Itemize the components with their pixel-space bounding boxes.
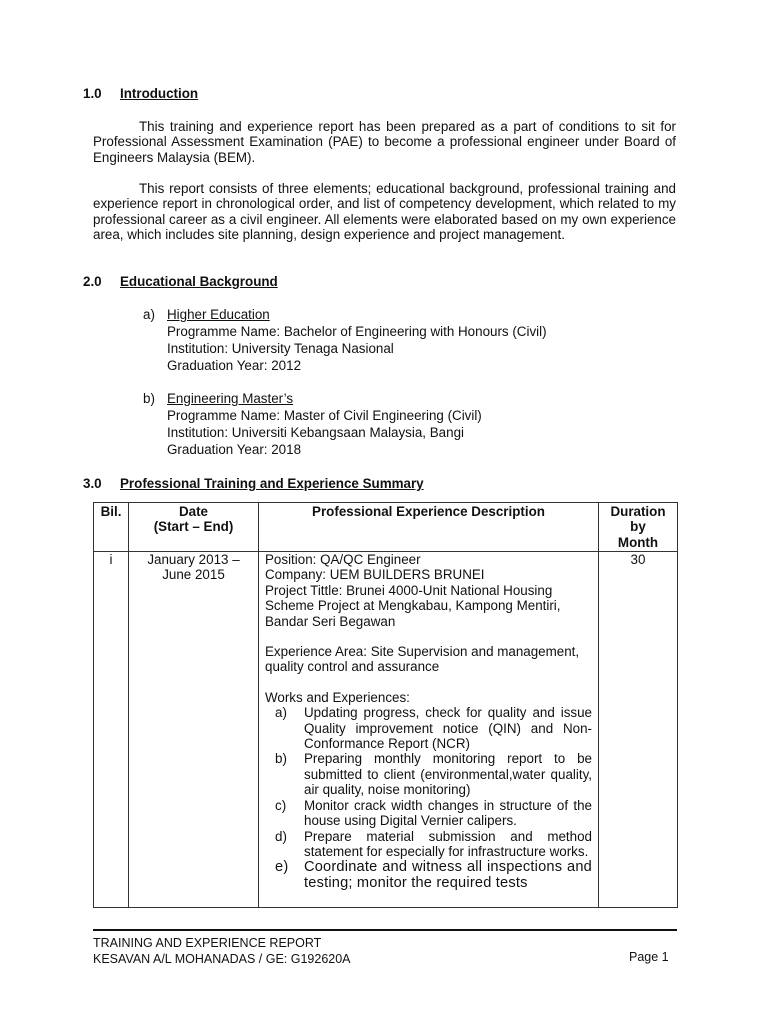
section-3-heading [83,476,503,493]
list-item: a) Updating progress, check for quality and issue Quality improvement notice (QIN) and Non-Conformance Report (NCR) [275,705,592,752]
cell-description [259,552,599,908]
footer [93,935,351,967]
experience-table [93,502,678,908]
header-bil: Bil. [94,503,129,552]
education-item-label: a) [143,307,155,322]
education-year: Graduation Year: 2018 [167,442,302,457]
footer-report-title: TRAINING AND EXPERIENCE REPORT [93,936,322,950]
intro-paragraph-1: This training and experience report has been prepared as a part of conditions to sit for Professional Assessment Examination (PAE) to become a professional engineer under Board of Engineers Malaysia (BEM). [93,119,676,165]
section-1-number: 1.0 [83,86,102,101]
education-item-heading: Higher Education [167,307,270,322]
experience-company: Company: UEM BUILDERS BRUNEI [265,567,485,583]
experience-area: Experience Area: Site Supervision and management, quality control and assurance [265,644,580,675]
section-2-heading [83,274,383,291]
experience-project: Project Tittle: Brunei 4000-Unit National Housing Scheme Project at Mengkabau, Kampong Mentiri, Bandar Seri Begawan [265,582,561,629]
intro-paragraph-2: This report consists of three elements; educational background, professional training and experience report in chronological order, and list of competency development, which related to my professional career as a civil engineer. All elements were elaborated based on my own experience area, which includes site planning, design experience and project management. [93,181,676,243]
footer-author: KESAVAN A/L MOHANADAS / GE: G192620A [93,952,351,966]
education-programme: Programme Name: Bachelor of Engineering with Honours (Civil) [167,324,547,339]
table-row [94,552,678,908]
education-institution: Institution: Universiti Kebangsaan Malaysia, Bangi [167,425,464,440]
cell-date: January 2013 – June 2015 [129,552,259,908]
cell-bil: i [94,552,129,908]
education-item-heading: Engineering Master’s [167,391,294,406]
education-institution: Institution: University Tenaga Nasional [167,341,394,356]
section-1-heading [83,86,383,103]
footer-rule [93,929,677,931]
list-item: b) Preparing monthly monitoring report to be submitted to client (environmental,water quality, air quality, noise monitoring) [275,751,592,798]
page-number: Page 1 [629,950,669,964]
works-list [265,705,592,891]
header-duration: Duration by Month [599,503,678,552]
section-3-title: Professional Training and Experience Summary [120,476,424,491]
list-item: e) Coordinate and witness all inspections and testing; monitor the required tests [275,859,592,892]
table-header-row [94,503,678,552]
education-item-label: b) [143,391,155,406]
works-title: Works and Experiences: [265,689,410,705]
list-item: d) Prepare material submission and method statement for especially for infrastructure works. [275,828,592,859]
education-programme: Programme Name: Master of Civil Engineering (Civil) [167,408,482,423]
cell-duration: 30 [599,552,678,908]
experience-position: Position: QA/QC Engineer [265,552,421,567]
education-year: Graduation Year: 2012 [167,358,302,373]
header-date: Date (Start – End) [129,503,259,552]
section-1-title: Introduction [120,86,199,101]
section-2-number: 2.0 [83,274,102,289]
header-description: Professional Experience Description [259,503,599,552]
section-2-title: Educational Background [120,274,278,289]
list-item: c) Monitor crack width changes in structure of the house using Digital Vernier calipers. [275,797,592,829]
section-3-number: 3.0 [83,476,102,491]
